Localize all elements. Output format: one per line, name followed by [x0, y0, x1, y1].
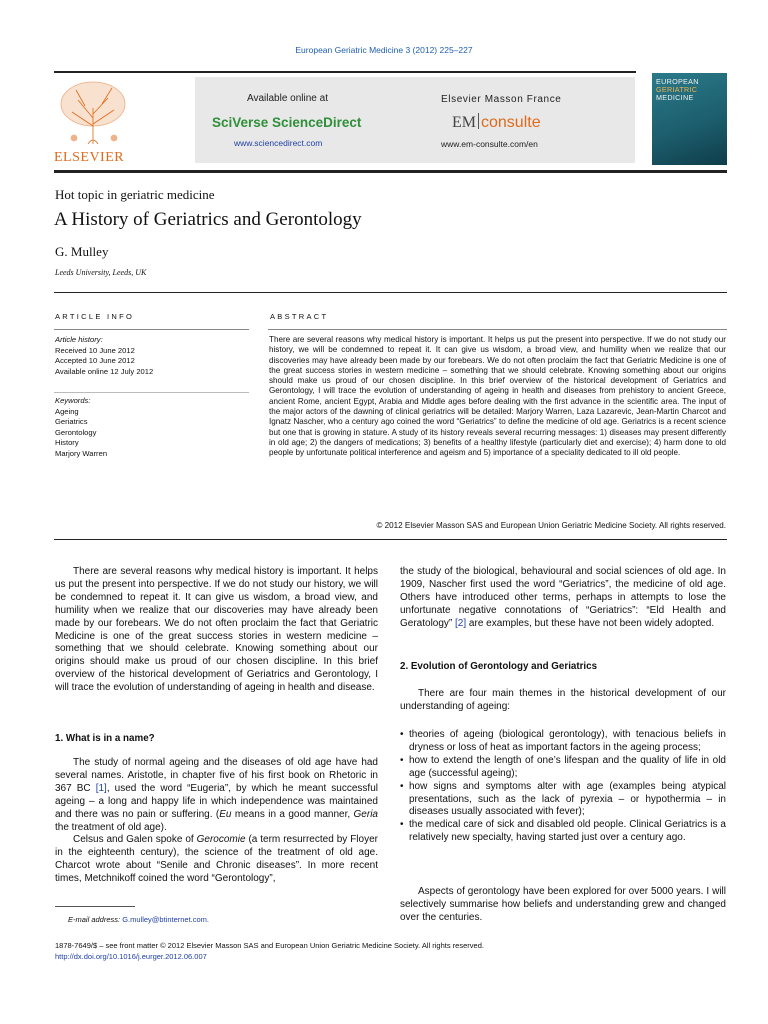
article-info-rule	[54, 329, 249, 330]
history-label: Article history:	[55, 335, 103, 344]
emconsulte-logo	[452, 113, 541, 132]
history-received: Received 10 June 2012	[55, 345, 135, 355]
section-2-paragraph-2	[400, 886, 726, 925]
bullet-glyph: •	[400, 819, 404, 831]
abstract-copyright: © 2012 Elsevier Masson SAS and European Union Geriatric Medicine Society. All rights reserved.	[376, 521, 726, 530]
footnote-email	[68, 915, 209, 925]
logo-divider	[478, 113, 479, 129]
article-info-heading: ARTICLE INFO	[55, 312, 135, 321]
text-run: means in a good manner,	[231, 808, 354, 820]
abstract-heading: ABSTRACT	[270, 312, 329, 321]
list-item	[400, 781, 726, 820]
article-category: Hot topic in geriatric medicine	[55, 187, 215, 202]
consulte-wordmark: consulte	[481, 114, 541, 131]
availability-banner	[195, 77, 635, 163]
issn-line: 1878-7649/$ – see front matter © 2012 Elsevier Masson SAS and European Union Geriatric Medicine Society. All rights reserved.	[55, 941, 484, 950]
text-run: (a term resurrected by Floyer in the eighteenth century), the science of the treatment of old age. Charcot wrote about “Senile and Chronic diseases”. In more recent times, Metchnikoff coined the word “Gerontology”,	[55, 834, 378, 885]
keyword: History	[55, 438, 79, 447]
term-eu: Eu	[219, 808, 232, 820]
abstract-bottom-rule	[54, 539, 727, 540]
available-online-label: Available online at	[247, 93, 328, 104]
journal-cover-title	[656, 78, 726, 102]
keywords-block	[55, 396, 250, 459]
em-wordmark: EM	[452, 114, 476, 131]
bullet-glyph: •	[400, 754, 404, 766]
top-rule	[54, 71, 636, 73]
abstract-rule	[268, 329, 727, 330]
author-affiliation: Leeds University, Leeds, UK	[55, 268, 147, 277]
bullet-glyph: •	[400, 780, 404, 792]
list-item	[400, 819, 726, 845]
list-item-text: how to extend the length of one’s lifespan and the quality of life in old age (successful ageing);	[409, 754, 726, 779]
journal-citation[interactable]: European Geriatric Medicine 3 (2012) 225–227	[295, 45, 473, 55]
bullet-glyph: •	[400, 729, 404, 740]
emconsulte-link[interactable]: www.em-consulte.com/en	[441, 139, 538, 149]
text-run: the treatment of old age).	[55, 821, 167, 833]
list-item-text: the medical care of sick and disabled old people. Clinical Geriatrics is a relatively new specialty, having started just over a century ago.	[409, 819, 726, 844]
text-run: , used the word “Eugeria”, by which he meant successful ageing – a long and happy life in which independence was maintained and there was no pain or suffering. (	[55, 782, 378, 820]
elsevier-logo	[52, 78, 134, 148]
list-item	[400, 729, 726, 755]
abstract-text: There are several reasons why medical history is important. It helps us put the present into perspective. If we do not study our history, we will be condemned to repeat it. It can give us wisdom, a broad view, and humility when we realize that our discoveries may have already been made by our forebears. We do not often proclaim the fact that Geriatric Medicine is one of the great success stories in western medicine – something that we should celebrate. Knowing something about our origins should make us proud of our chosen discipline. In this brief overview of the historical development of Geriatrics and Gerontology, I will trace the evolution of understanding of ageing in health and diseases from prehistory to ancient Greece, ancient Rome, ancient Egypt, Arabia and Middle ages before dealing with the first advance in the scientific area. The input of the major actors of the dawning of clinical geriatrics will be detailed: Marjory Warren, Laza Lazarevic, Jean-Martin Charcot and Ignatz Nascher, who a century ago coined the word “Geriatrics” to define the medicine of old age. Geriatrics is a recent science but one that is growing in stature. A study of its history reveals several recurring messages: 1) diseases may present differently in old age; 2) the dangers of medications; 3) benefits of a healthy lifestyle (particularly diet and exercise); 4) harm done to old people by unfortunate political interference and ageism and 5) importance of a speciality dedicated to ill old people.	[269, 335, 726, 458]
elsevier-tree-icon	[52, 78, 134, 148]
history-rule	[54, 392, 249, 393]
elsevier-wordmark: ELSEVIER	[54, 150, 125, 165]
cover-title-line: EUROPEAN	[656, 77, 699, 86]
text-run: the study of the biological, behavioural and social sciences of old age. In 1909, Nascher first used the word “Geriatrics”, the medicine of old age. Others have introduced other terms, perhaps in attempts to lose the unfortunate negative connotations of “Geriatrics”: “Eld Health and Geratology”	[400, 566, 726, 629]
section-1-paragraph-1	[55, 757, 378, 834]
publisher-label: Elsevier Masson France	[441, 94, 562, 105]
article-title: A History of Geriatrics and Gerontology	[54, 209, 362, 230]
header-rule	[54, 170, 727, 173]
footnote-rule	[55, 906, 135, 907]
article-author: G. Mulley	[55, 244, 109, 259]
sciverse-sciencedirect-logo: SciVerse ScienceDirect	[212, 115, 362, 130]
list-item	[400, 755, 726, 781]
term-geria: Geria	[353, 808, 378, 820]
text-run: The study of normal ageing and the diseases of old age have had several names. Aristotle, in chapter five of his first book on Rhetoric in 367 BC	[55, 757, 378, 794]
section-2-intro	[400, 688, 726, 714]
reference-link-1[interactable]: [1]	[95, 782, 107, 794]
section-1-body	[55, 757, 378, 886]
list-item-text: theories of ageing (biological gerontology), with tenacious beliefs in dryness or loss of heat as important factors in the ageing process;	[409, 729, 726, 753]
sciencedirect-link[interactable]: www.sciencedirect.com	[234, 138, 323, 148]
term-gerocomie: Gerocomie	[196, 834, 246, 846]
intro-text: There are several reasons why medical history is important. It helps us put the present into perspective. If we do not study our history, we will be condemned to repeat it. It can give us wisdom, a broad view, and humility when we realize that our discoveries may have already been made by our forebears. We do not often proclaim the fact that Geriatric Medicine is one of the great success stories in western medicine – something that we should celebrate. Knowing something about our origins should make us proud of our chosen discipline. In this brief overview of the historical development of Geriatrics and Gerontology, I will trace the evolution of understanding of ageing in health and disease.	[55, 566, 378, 694]
right-column-continuation	[400, 566, 726, 631]
keyword: Gerontology	[55, 427, 97, 437]
section-1-heading: 1. What is in a name?	[55, 733, 155, 744]
section-2-heading: 2. Evolution of Gerontology and Geriatrics	[400, 661, 598, 672]
text-run: are examples, but these have not been widely adopted.	[466, 617, 715, 629]
author-email-link[interactable]: G.mulley@btinternet.com.	[122, 915, 210, 924]
section-2-paragraph-2-text: Aspects of gerontology have been explored for over 5000 years. I will selectively summarise how beliefs and understanding grew and changed over the centuries.	[400, 886, 726, 923]
title-rule	[54, 292, 727, 293]
keyword: Marjory Warren	[55, 448, 108, 458]
history-online: Available online 12 July 2012	[55, 366, 154, 376]
keyword: Ageing	[55, 406, 79, 416]
reference-link-2[interactable]: [2]	[455, 617, 467, 629]
section-2-intro-text: There are four main themes in the historical development of our understanding of ageing:	[400, 688, 726, 712]
list-item-text: how signs and symptoms alter with age (examples being atypical presentations, such as the lack of pyrexia – or hypothermia – in diseases usually associated with fever);	[409, 780, 726, 818]
section-1-paragraph-2	[55, 834, 378, 886]
intro-paragraph	[55, 566, 378, 695]
email-label: E-mail address:	[68, 915, 121, 924]
history-accepted: Accepted 10 June 2012	[55, 356, 135, 365]
cover-title-line: MEDICINE	[656, 93, 694, 102]
article-history	[55, 335, 250, 377]
doi-link[interactable]: http://dx.doi.org/10.1016/j.eurger.2012.06.007	[55, 952, 207, 961]
keyword: Geriatrics	[55, 417, 88, 426]
keywords-label: Keywords:	[55, 396, 91, 405]
themes-list	[400, 729, 726, 845]
continuation-paragraph	[400, 566, 726, 631]
cover-title-line: GERIATRIC	[656, 85, 698, 94]
themes-bullets	[400, 729, 726, 845]
text-run: Celsus and Galen spoke of	[73, 834, 197, 846]
